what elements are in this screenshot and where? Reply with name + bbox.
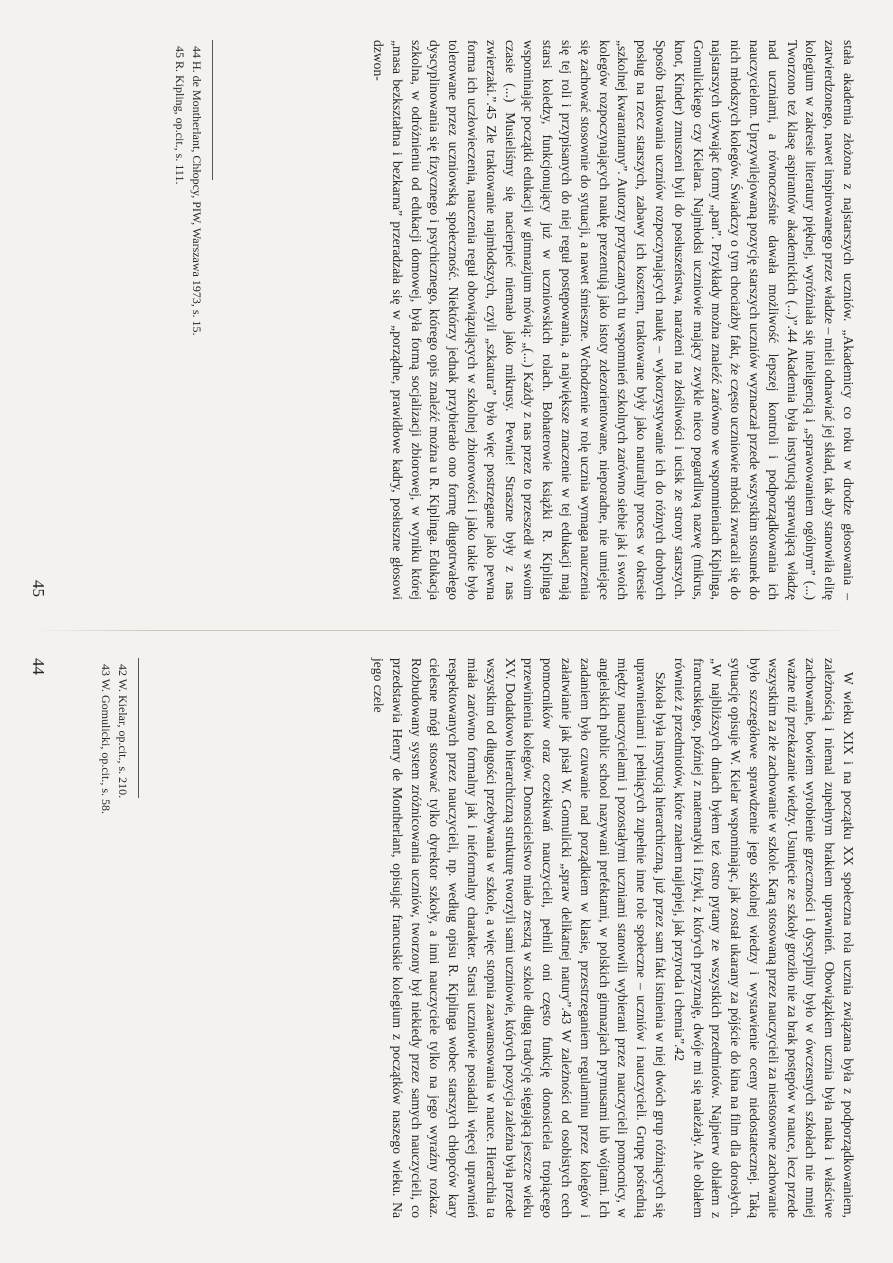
page-45-body xyxy=(368,40,857,600)
paragraph: Szkoła była instytucją hierarchiczną, już przez sam fakt istnienia w niej dwóch grup różniących się uprawnieniami i pełniących zupełnie inne role społeczne – uczniów i nauczycieli. Grupę pośrednią między nauczycielami i pozostałymi uczniami stanowili wybierani przez nauczycieli pomocnicy, w angielskich public school nazywani prefektami, w polskich gimnazjach prymusami lub wójtami. Ich zadaniem było czuwanie nad porządkiem w klasie, przestrzeganiem regulaminu przez kolegów i załatwianie jak pisał W. Gomulicki „spraw delikatnej natury”.43 W zależności od osobistych cech pomocników oraz oczekiwań nauczycieli, pełnili oni często funkcję donosiciela tropiącego przewinienia kolegów. Donosicielstwo miało zresztą w szkole długą tradycję sięgającą jeszcze wieku XV. Dodatkowo hierarchiczną strukturę tworzyli sami uczniowie, których pozycja zależna była przede wszystkim od długości przebywania w szkole, a więc stopnia zaawansowania w nauce. Hierarchia ta miała zarówno formalny jak i nieformalny charakter. Starsi uczniowie posiadali więcej uprawnień respektowanych przez nauczycieli, np. według opisu R. Kiplinga wobec starszych chłopców kary cielesne mógł stosować tylko dyrektor szkoły, a inni nauczyciele tylko na jego wyraźny rozkaz. Rozbudowany system zróżnicowania uczniów, tworzony był niekiedy przez samych nauczycieli, co przedstawia Henry de Montherlant, opisując francuskie kolegium z początków naszego wieku. Na jego czele xyxy=(371,658,669,1218)
footnote-45: 45 R. Kipling, op.cit., s. 111. xyxy=(173,46,187,185)
footnote-rule xyxy=(138,658,139,798)
footnote-rule xyxy=(212,40,213,180)
page-number: 45 xyxy=(29,580,48,597)
page-44-footnotes xyxy=(97,658,131,1218)
paragraph: stała akademia złożona z najstarszych uczniów. „Akademicy co roku w drodze głosowania – zatwierdzonego, nawet inspirowanego przez władze – mieli odnawiać jej skład, tak aby stanowiła elitę kolegium w zakresie literatury pięknej, wyróżniała się inteligencją i „sprawowaniem ogólnym” (...) Tworzono też klasę aspirantów akademickich (...)”.44 Akademia była instytucją sprawującą władzę nad uczniami, a równocześnie dawała możliwość lepszej kontroli i podporządkowania ich nauczycielom. Uprzywilejowaną pozycję starszych uczniów wyznaczał przede wszystkim stosunek do nich młodszych kolegów. Świadczy o tym chociażby fakt, że często uczniowie młodsi zwracali się do najstarszych używając formy „pan”. Przykłady można znaleźć zarówno we wspomnieniach Kiplinga, Gomulickiego czy Kielara. Najmłodsi uczniowie mający zwykle nieco pogardliwą nazwę (mikrus, knot, Kinder) zmuszeni byli do posłuszeństwa, narażeni na złośliwości i ucisk ze strony starszych. Sposób traktowania uczniów rozpoczynających naukę – wykorzystywanie ich do różnych drobnych posług na rzecz starszych, zabawy ich kosztem, traktowane były jako naturalny proces w okresie „szkolnej kwarantanny”. Autorzy przytaczanych tu wspomnień szkolnych zarówno siebie jak i swoich kolegów rozpoczynających naukę prezentują jako istoty zdezorientowane, nieporadne, nie umiejące się zachować stosownie do sytuacji, a nawet śmieszne. Wchodzenie w rolę ucznia wymaga nauczenia się tej roli i przypisanych do niej reguł postępowania, a największe znaczenie w tej edukacji mają starsi koledzy, funkcjonujący już w uczniowskich rolach. Bohaterowie książki R. Kiplinga wspominając początki edukacji w gimnazjum mówią: „(...) Każdy z nas przez to przeszedł w swoim czasie (...) Musieliśmy się nacierpieć niemało jako mikrusy. Pewnie! Straszne były z nas zwierzaki.”.45 Złe traktowanie najmłodszych, czyli „szkatura” było więc postrzegane jako pewna forma ich uczłowieczenia, nauczenia reguł obowiązujących w szkolnej zbiorowości i jako takie było tolerowane przez uczniowską społeczność. Niektórzy jednak przybierało ono formę długotrwałego dyscyplinowania się fizycznego i psychicznego, którego opis znaleźć można u R. Kiplinga. Edukacja szkolna, w odróżnieniu od edukacji domowej, była formą socjalizacji zbiorowej, w wyniku której „masa bezkształtna i bezkarna” przeradzała się w „porządne, prawidłowe kadry, posłuszne głosowi dzwon- xyxy=(371,40,856,600)
page-45-footnotes xyxy=(171,40,205,600)
page-44-body xyxy=(368,658,857,1218)
footnote-42: 42 W. Kielar, op.cit., s. 210. xyxy=(116,664,130,799)
page-45 xyxy=(0,0,893,631)
page-44 xyxy=(0,632,893,1263)
paragraph: W wieku XIX i na początku XX społeczna rola ucznia związana była z podporządkowaniem, zależnością i niemal zupełnym brakiem uprawnień. Obowiązkiem ucznia była nauka i właściwe zachowanie, bowiem wyrobienie grzeczności i dyscypliny było w ówczesnych szkołach nie mniej ważne niż przekazanie wiedzy. Usunięcie ze szkoły groziło nie za brak postępów w nauce, lecz przede wszystkim za złe zachowanie w szkole. Karą stosowaną przez nauczycieli za niestosowne zachowanie było szczegółowe sprawdzenie jego szkolnej wiedzy i wystawienie oceny niedostatecznej. Taką sytuację opisuje W. Kielar wspominając, jak został ukarany za pójście do kina na film dla dorosłych. „W najbliższych dniach byłem też ostro pytany ze wszystkich przedmiotów. Najpierw oblałem z francuskiego, później z matematyki i fizyki, z których przyznaję, dwóje mi się należały. Ale oblałem również z przedmiotów, które znałem najlepiej, jak przyroda i chemia”.42 xyxy=(671,658,856,1218)
book-gutter xyxy=(33,630,853,631)
page-number: 44 xyxy=(29,658,48,675)
footnote-43: 43 W. Gomulicki, op.cit., s. 58. xyxy=(99,664,113,814)
footnote-44: 44 H. de Montherlant, Chłopcy, PIW, Warszawa 1973, s. 15. xyxy=(190,46,204,336)
